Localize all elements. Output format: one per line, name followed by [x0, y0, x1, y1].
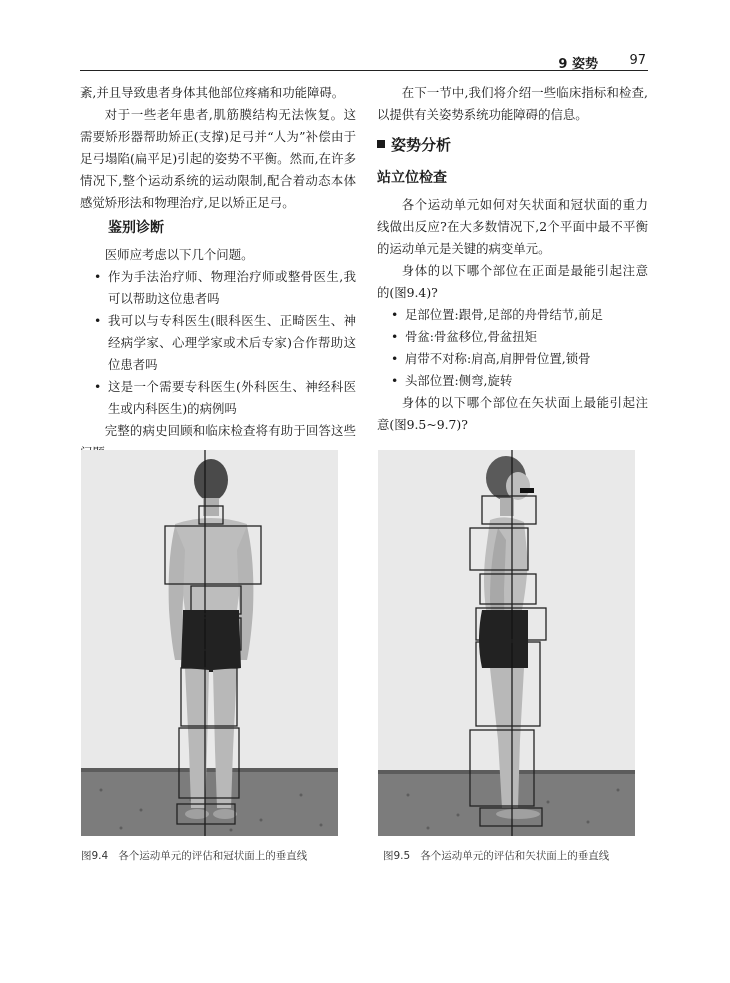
- paragraph: 紊,并且导致患者身体其他部位疼痛和功能障碍。: [80, 85, 345, 100]
- paragraph: 身体的以下哪个部位在矢状面上最能引起注意(图9.5~9.7)?: [377, 395, 648, 432]
- list-item-text: 骨盆:骨盆移位,骨盆扭矩: [405, 329, 538, 344]
- list-item-text: 我可以与专科医生(眼科医生、正畸医生、神经病学家、心理学家或术后专家)合作帮助这位患者吗: [108, 313, 356, 372]
- left-column: [80, 82, 356, 464]
- right-column: [377, 82, 648, 436]
- bullet-list: [80, 266, 356, 420]
- paragraph: 各个运动单元如何对矢状面和冠状面的重力线做出反应?在大多数情况下,2个平面中最不平衡的运动单元是关键的病变单元。: [377, 197, 648, 256]
- bullet-icon: •: [94, 313, 102, 328]
- list-item-text: 肩带不对称:肩高,肩胛骨位置,锁骨: [405, 351, 591, 366]
- list-item: [377, 304, 648, 326]
- bullet-icon: •: [391, 373, 399, 388]
- list-item-text: 这是一个需要专科医生(外科医生、神经科医生或内科医生)的病例吗: [108, 379, 356, 416]
- list-item: [80, 266, 356, 310]
- list-item-text: 作为手法治疗师、物理治疗师或整骨医生,我可以帮助这位患者吗: [108, 269, 356, 306]
- page-number: 97: [629, 53, 646, 68]
- figure-number: 图9.5: [383, 850, 411, 862]
- figure-caption-text: 各个运动单元的评估和冠状面上的垂直线: [118, 850, 308, 862]
- posterior-body-illustration: [81, 450, 338, 836]
- paragraph: 医师应考虑以下几个问题。: [104, 247, 254, 262]
- paragraph: 对于一些老年患者,肌筋膜结构无法恢复。这需要矫形器帮助矫正(支撑)足弓并“人为”补偿由于足弓塌陷(扁平足)引起的姿势不平衡。然而,在许多情况下,整个运动系统的运动限制,配合着动态本体感觉矫形法和物理治疗,足以矫正足弓。: [80, 107, 356, 210]
- list-item: [377, 370, 648, 392]
- header-rule: [80, 70, 648, 71]
- list-item: [80, 310, 356, 376]
- bullet-icon: •: [391, 329, 399, 344]
- section-heading: [377, 132, 648, 158]
- paragraph: 完整的病史回顾和临床检查将有助于回答这些: [104, 423, 356, 438]
- chapter-title: 9 姿势: [558, 57, 598, 72]
- figure-caption: [81, 848, 307, 863]
- bullet-icon: •: [94, 379, 102, 394]
- paragraph: 在下一节中,我们将介绍一些临床指标和检查,以提供有关姿势系统功能障碍的信息。: [377, 85, 648, 122]
- list-item: [80, 376, 356, 420]
- list-item-text: 足部位置:跟骨,足部的舟骨结节,前足: [405, 307, 603, 322]
- bullet-icon: •: [391, 351, 399, 366]
- running-header: [80, 47, 648, 71]
- list-item: [377, 348, 648, 370]
- section-heading-text: 姿势分析: [391, 136, 452, 154]
- square-bullet-icon: [377, 140, 385, 148]
- lateral-body-illustration: [378, 450, 635, 836]
- bullet-list: [377, 304, 648, 392]
- bullet-icon: •: [94, 269, 102, 284]
- figure-posterior-view-photo: [81, 450, 338, 836]
- paragraph: 身体的以下哪个部位在正面是最能引起注意的(图9.4)?: [377, 263, 648, 300]
- figure-number: 图9.4: [81, 850, 109, 862]
- figure-caption-text: 各个运动单元的评估和矢状面上的垂直线: [420, 850, 610, 862]
- list-item-text: 头部位置:侧弯,旋转: [405, 373, 513, 388]
- subsection-heading: 站立位检查: [377, 170, 447, 186]
- heading-differential-diagnosis: 鉴别诊断: [108, 220, 164, 236]
- bullet-icon: •: [391, 307, 399, 322]
- list-item: [377, 326, 648, 348]
- figure-lateral-view-photo: [378, 450, 635, 836]
- figure-caption: [383, 848, 609, 863]
